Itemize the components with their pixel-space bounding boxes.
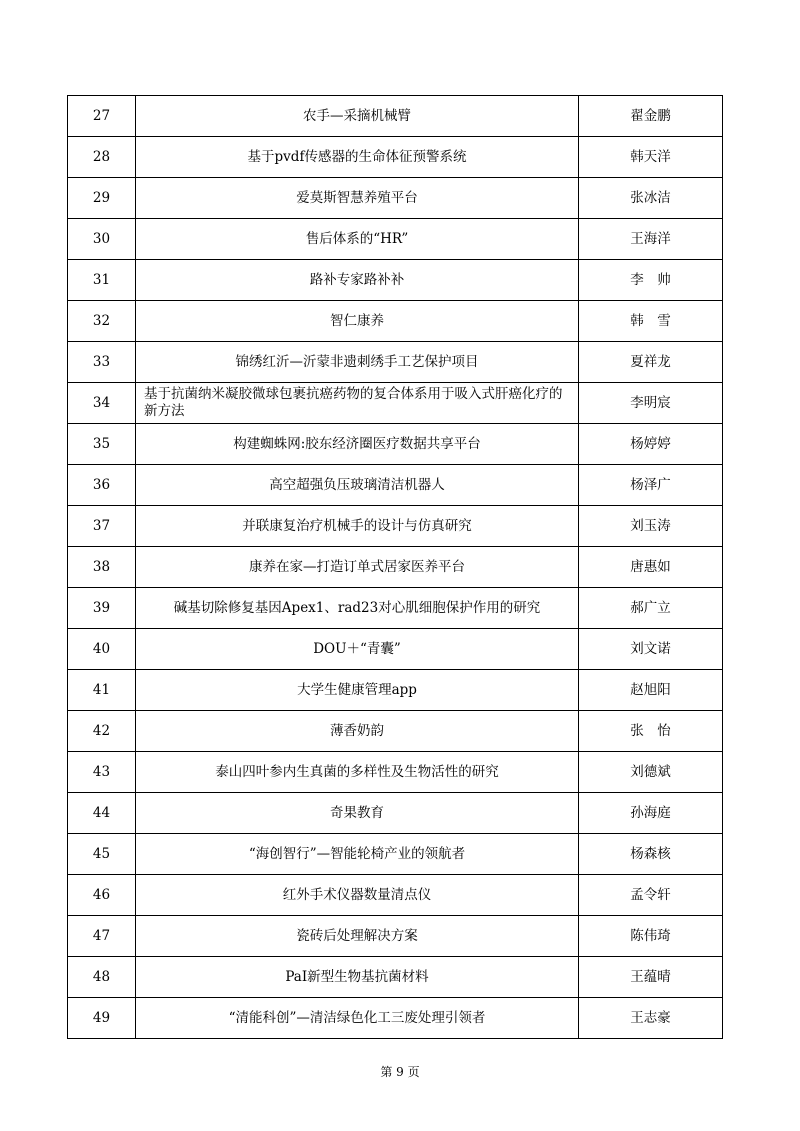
project-title: 泰山四叶参内生真菌的多样性及生物活性的研究	[136, 752, 579, 793]
row-number: 40	[68, 629, 136, 670]
project-title: “清能科创”—清洁绿色化工三废处理引领者	[136, 998, 579, 1039]
person-name: 韩 雪	[579, 301, 723, 342]
row-number: 44	[68, 793, 136, 834]
row-number: 27	[68, 96, 136, 137]
project-title: 构建蜘蛛网:胶东经济圈医疗数据共享平台	[136, 424, 579, 465]
project-title: “海创智行”—智能轮椅产业的领航者	[136, 834, 579, 875]
person-name: 孙海庭	[579, 793, 723, 834]
table-row	[68, 752, 723, 793]
row-number: 28	[68, 137, 136, 178]
table-row	[68, 916, 723, 957]
row-number: 41	[68, 670, 136, 711]
person-name: 张 怡	[579, 711, 723, 752]
project-title: 路补专家路补补	[136, 260, 579, 301]
project-title: 薄香奶韵	[136, 711, 579, 752]
project-title: PaI新型生物基抗菌材料	[136, 957, 579, 998]
row-number: 29	[68, 178, 136, 219]
project-title: 智仁康养	[136, 301, 579, 342]
project-title: 爱莫斯智慧养殖平台	[136, 178, 579, 219]
person-name: 杨婷婷	[579, 424, 723, 465]
person-name: 杨泽广	[579, 465, 723, 506]
table-row	[68, 547, 723, 588]
person-name: 唐惠如	[579, 547, 723, 588]
person-name: 刘德斌	[579, 752, 723, 793]
table-row	[68, 465, 723, 506]
person-name: 赵旭阳	[579, 670, 723, 711]
table-row	[68, 219, 723, 260]
person-name: 李 帅	[579, 260, 723, 301]
person-name: 郝广立	[579, 588, 723, 629]
table-row	[68, 383, 723, 424]
row-number: 49	[68, 998, 136, 1039]
project-title: 高空超强负压玻璃清洁机器人	[136, 465, 579, 506]
table-row	[68, 137, 723, 178]
person-name: 韩天洋	[579, 137, 723, 178]
row-number: 35	[68, 424, 136, 465]
page-number: 第 9 页	[380, 1065, 420, 1079]
project-title: 奇果教育	[136, 793, 579, 834]
table-row	[68, 96, 723, 137]
row-number: 37	[68, 506, 136, 547]
table-row	[68, 670, 723, 711]
table-row	[68, 998, 723, 1039]
project-title: 基于抗菌纳米凝胶微球包裹抗癌药物的复合体系用于吸入式肝癌化疗的新方法	[136, 383, 579, 424]
person-name: 翟金鹏	[579, 96, 723, 137]
table-row	[68, 834, 723, 875]
project-title: 红外手术仪器数量清点仪	[136, 875, 579, 916]
person-name: 夏祥龙	[579, 342, 723, 383]
project-title: 瓷砖后处理解决方案	[136, 916, 579, 957]
row-number: 47	[68, 916, 136, 957]
row-number: 48	[68, 957, 136, 998]
row-number: 36	[68, 465, 136, 506]
row-number: 30	[68, 219, 136, 260]
table-row	[68, 260, 723, 301]
row-number: 42	[68, 711, 136, 752]
table-row	[68, 588, 723, 629]
person-name: 刘文诺	[579, 629, 723, 670]
person-name: 杨森核	[579, 834, 723, 875]
table-row	[68, 875, 723, 916]
project-title: 农手—采摘机械臂	[136, 96, 579, 137]
table-row	[68, 711, 723, 752]
person-name: 刘玉涛	[579, 506, 723, 547]
project-title: 并联康复治疗机械手的设计与仿真研究	[136, 506, 579, 547]
row-number: 34	[68, 383, 136, 424]
project-title: 大学生健康管理app	[136, 670, 579, 711]
table-row	[68, 506, 723, 547]
row-number: 39	[68, 588, 136, 629]
project-title: 基于pvdf传感器的生命体征预警系统	[136, 137, 579, 178]
row-number: 43	[68, 752, 136, 793]
row-number: 31	[68, 260, 136, 301]
table-row	[68, 793, 723, 834]
row-number: 38	[68, 547, 136, 588]
row-number: 45	[68, 834, 136, 875]
table-row	[68, 178, 723, 219]
person-name: 陈伟琦	[579, 916, 723, 957]
project-title: 锦绣红沂—沂蒙非遗刺绣手工艺保护项目	[136, 342, 579, 383]
row-number: 46	[68, 875, 136, 916]
project-title: 售后体系的“HR”	[136, 219, 579, 260]
person-name: 张冰洁	[579, 178, 723, 219]
project-title: 康养在家—打造订单式居家医养平台	[136, 547, 579, 588]
person-name: 王海洋	[579, 219, 723, 260]
table-row	[68, 424, 723, 465]
table-row	[68, 957, 723, 998]
project-title: DOU＋“青囊”	[136, 629, 579, 670]
project-table	[67, 95, 723, 1039]
project-title: 碱基切除修复基因Apex1、rad23对心肌细胞保护作用的研究	[136, 588, 579, 629]
row-number: 32	[68, 301, 136, 342]
row-number: 33	[68, 342, 136, 383]
table-row	[68, 629, 723, 670]
table-row	[68, 342, 723, 383]
person-name: 孟令轩	[579, 875, 723, 916]
person-name: 王蕴晴	[579, 957, 723, 998]
person-name: 李明宸	[579, 383, 723, 424]
table-row	[68, 301, 723, 342]
person-name: 王志豪	[579, 998, 723, 1039]
